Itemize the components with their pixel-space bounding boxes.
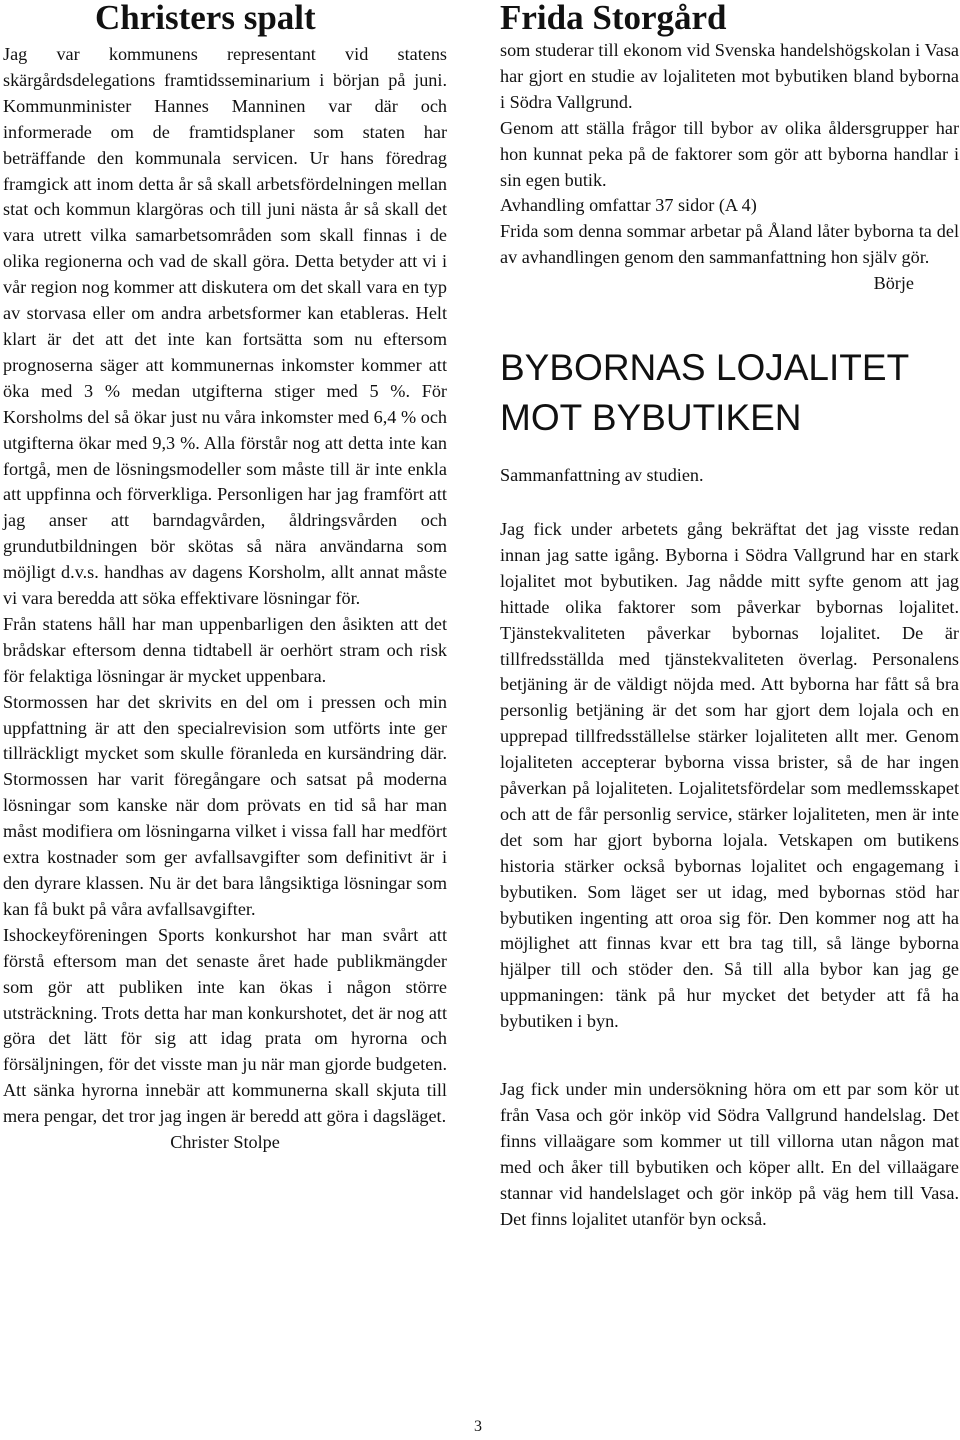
article-paragraph: Jag var kommunens representant vid statens skärgårdsdelegations framtidsseminarium i början på juni. Kommunminister Hannes Manninen var där och informerade om de framtidsplaner som staten har beträffande den kommunala servicen. Ur hans föredrag framgick att inom detta år så skall arbetsfördelningen mellan stat och kommun klargöras och till juni nästa år så skall det vara utrett vilka samarbetsområden som skall finnas i de olika regionerna och vad de skall göra. Detta betyder att vi i vår region nog kommer att diskutera om det skall vara en typ av storvasa eller om andra arbetsformer kan etableras. Helt klart är det att det inte kan fortsätta som nu eftersom prognoserna säger att kommunernas inkomster kommer att öka med 3 % medan utgifterna stiger med 5 %. För Korsholms del så ökar just nu våra inkomster med 6,4 % och utgifterna ökar med 9,3 %. Alla förstår nog att detta inte kan fortgå, men de lösningsmodeller som måste till är inte enkla att uppfinna och förverkliga. Personligen har jag framfört att jag anser att barndagvården, åldringsvården och grundutbildningen bör skötas så nära användarna som möjligt d.v.s. handhas av dagens Korsholm, allt annat måste vi vara beredda att söka effektivare lösningar för. [3, 44, 447, 609]
column-bybornas-lojalitet [500, 0, 959, 1233]
author-signature: Christer Stolpe [170, 1132, 280, 1153]
author-signature: Börje [873, 273, 914, 294]
article-subheading: Sammanfattning av studien. [500, 465, 704, 486]
intro-paragraph: Genom att ställa frågor till bybor av olika åldersgrupper har hon kunnat peka på de faktorer som gör att byborna handlar i sin egen butik. [500, 117, 959, 190]
article-paragraph: Stormossen har det skrivits en del om i pressen och min uppfattning är att den specialrevision som utförts inte ger tillräckligt mycket som skulle föranleda en kursändring där. Stormossen har varit föregångare och satsat på moderna lösningar som kanske när dom prövats en tid så har man måst modifiera om lösningarna vilket i vissa fall har medfört extra kostnader som ger avfallsavgifter som definitivt är i den dyrare klassen. Nu är det bara långsiktiga lösningar som kan få bukt på våra avfallsavgifter. [3, 691, 447, 919]
column-title: Frida Storgård [500, 0, 727, 37]
article-paragraph: Ishockeyföreningen Sports konkurshot har man svårt att förstå eftersom man det senaste året hade publikmängder som gör att publiken inte kan ökas i någon större utsträckning. Trots detta har man konkurshotet, det är nog att göra det lätt för sig att idag prata om hyrorna och försäljningen, för det visste man ju när man gjorde budgeten. Att sänka hyrorna innebär att kommunerna skall skjuta till mera pengar, det tror jag ingen är beredd att göra i dagsläget. [3, 924, 448, 1127]
intro-paragraph: Avhandling omfattar 37 sidor (A 4) [500, 195, 757, 216]
article-paragraph: Från statens håll har man uppenbarligen den åsikten att det brådskar eftersom denna tidtabell är oerhört stram och risk för felaktiga lösningar är mycket uppenbara. [3, 613, 447, 686]
article-paragraph: Jag fick under min undersökning höra om ett par som kör ut från Vasa och gör inköp vid Södra Vallgrund handelslag. Det finns villaägare som kommer ut till villorna utan någon mat med och åker till bybutiken och köper allt. En del villaägare stannar vid handelslaget och gör inköp på väg hem till Vasa. Det finns lojalitet utanför byn också. [500, 1079, 959, 1229]
article-headline: BYBORNAS LOJALITET MOT BYBUTIKEN [500, 347, 909, 439]
intro-paragraph: som studerar till ekonom vid Svenska handelshögskolan i Vasa har gjort en studie av lojaliteten mot bybutiken bland byborna i Södra Vallgrund. [500, 40, 959, 112]
column-title: Christers spalt [95, 0, 316, 37]
intro-paragraph: Frida som denna sommar arbetar på Åland låter byborna ta del av avhandlingen genom den sammanfattning hon själv gör. [500, 221, 959, 268]
column-christers-spalt [3, 0, 447, 1156]
article-paragraph: Jag fick under arbetets gång bekräftat det jag visste redan innan jag satte igång. Byborna i Södra Vallgrund har en stark lojalitet mot bybutiken. Jag nådde mitt syfte genom att jag hittade olika faktorer som påverkar bybornas lojalitet. Tjänstekvaliteten påverkar bybornas lojalitet. De är tillfredsställda med tjänstekvaliteten överlag. Personalens betjäning är de väldigt nöjda med. Att byborna har fått så bra personlig betjäning är det som har gjort dem lojala och en upprepad tillfredsställelse stärker lojaliteten allt mer. Genom lojaliteten accepterar byborna vissa brister, så de har ingen påverkan på lojaliteten. Lojalitetsfördelar som medlemsskapet och att de får personlig service, stärker lojaliteten, men är inte det som har gjort byborna lojala. Vetskapen om butikens historia stärker också bybornas lojalitet och engagemang i bybutiken. Som läget ser ut idag, med bybornas stöd har bybutiken ingenting att oroa sig för. Den kommer nog att ha möjlighet att finnas kvar ett bra tag till, så länge byborna hjälper till och stöder den. Så till alla bybor kan jag ge uppmaningen: tänk på hur mycket det betyder att få ha bybutiken i byn. [500, 518, 959, 1032]
page-number: 3 [474, 1418, 482, 1435]
